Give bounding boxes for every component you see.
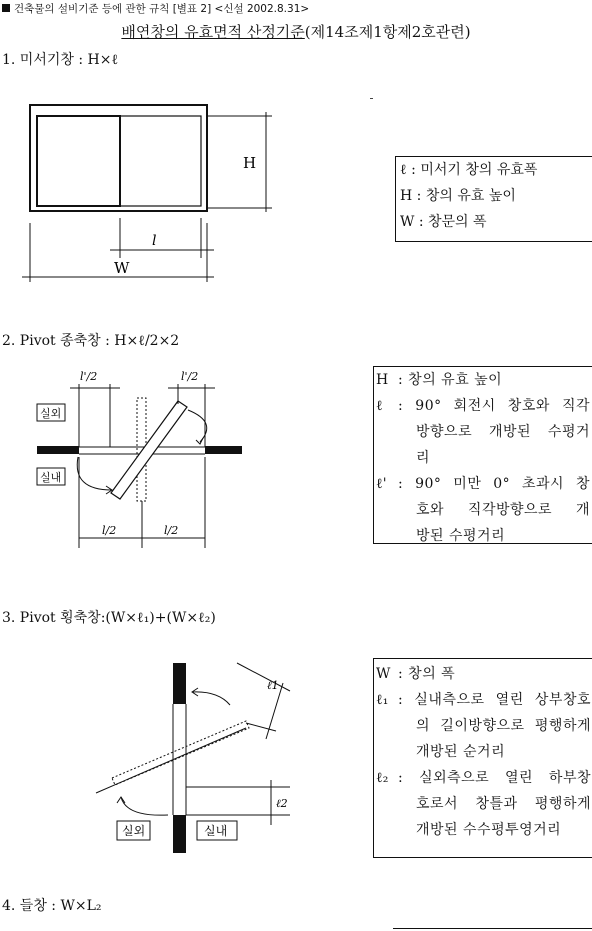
lp-label-right: l'/2 (181, 370, 199, 383)
legend-1-row-2: W : 창문의 폭 (400, 214, 487, 230)
header-text: 건축물의 설비기준 등에 관한 규칙 [별표 2] <신설 2002.8.31> (14, 3, 310, 15)
legend-3-row-0: W : 창의 폭 (376, 666, 456, 682)
legend-box-2 (373, 366, 592, 544)
bullet-square-icon (2, 4, 10, 12)
title-sub: (제14조제1항제2호관련) (304, 23, 471, 41)
section-4-label: 4. 들창 : W×L₂ (2, 898, 102, 914)
vertical-pivot-figure (0, 362, 300, 562)
rotation-arrow-top (193, 692, 230, 705)
l2-label: ℓ2 (276, 797, 288, 810)
l1-label: ℓ1 (267, 679, 279, 692)
outside-label-3: 실외 (122, 824, 146, 838)
title-main: 배연창의 유효면적 산정기준 (121, 23, 305, 41)
legend-box-3 (373, 658, 592, 858)
right-sash (120, 116, 201, 206)
horizontal-pivot-figure (0, 655, 360, 860)
rotation-arrow-left (77, 457, 112, 490)
left-sash (37, 116, 120, 206)
inside-label: 실내 (40, 471, 62, 484)
section-3-label: 3. Pivot 횡축창:(W×ℓ₁)+(W×ℓ₂) (2, 610, 216, 626)
stray-dot (370, 98, 373, 99)
legend-box-4-top-edge (393, 928, 592, 929)
legend-1-row-1: H : 창의 유효 높이 (400, 188, 516, 204)
rotation-arrow-bottom (121, 797, 168, 815)
arrowhead-bottom-icon (117, 797, 125, 803)
page-title (0, 21, 592, 42)
w-label: W (114, 259, 130, 277)
wall-bottom (173, 815, 186, 853)
legend-3-row-2: ℓ₂ : 실외측으로 열린 하부창 호로서 창틀과 평행하게 개방된 수수평투영거리 (376, 770, 591, 838)
legend-2-row-2: ℓ' : 90° 미만 0° 초과시 창 호와 직각방향으로 개 방된 수평거리 (376, 476, 590, 544)
l-label: l (152, 233, 157, 249)
rotated-sash-dotted (112, 721, 249, 785)
l1-ext-bottom (246, 723, 276, 731)
pivot-line (96, 728, 246, 793)
lp-label-left: l'/2 (80, 370, 98, 383)
section-1-label: 1. 미서기창 : H×ℓ (2, 52, 119, 68)
rotated-sash (111, 401, 187, 499)
lh-label-left: l/2 (102, 524, 117, 537)
sliding-window-figure (0, 90, 300, 290)
document-header (2, 1, 309, 16)
legend-2-row-0: H : 창의 유효 높이 (376, 372, 503, 388)
h-label: H (243, 154, 257, 172)
rotation-arrow-right (188, 410, 207, 442)
legend-1-row-0: ℓ : 미서기 창의 유효폭 (400, 162, 538, 178)
lh-label-right: l/2 (164, 524, 179, 537)
outside-label: 실외 (40, 407, 62, 420)
inside-label-3: 실내 (204, 824, 228, 838)
outer-frame (30, 105, 207, 211)
wall-left (37, 446, 79, 454)
legend-3-row-1: ℓ₁ : 실내측으로 열린 상부창호 의 길이방향으로 평행하게 개방된 순거리 (376, 692, 591, 760)
wall-top (173, 663, 186, 704)
section-2-label: 2. Pivot 종축창 : H×ℓ/2×2 (2, 333, 180, 349)
wall-right (205, 446, 242, 454)
legend-2-row-1: ℓ : 90° 회전시 창호와 직각 방향으로 개방된 수평거 리 (376, 398, 590, 466)
legend-box-1 (395, 156, 592, 242)
